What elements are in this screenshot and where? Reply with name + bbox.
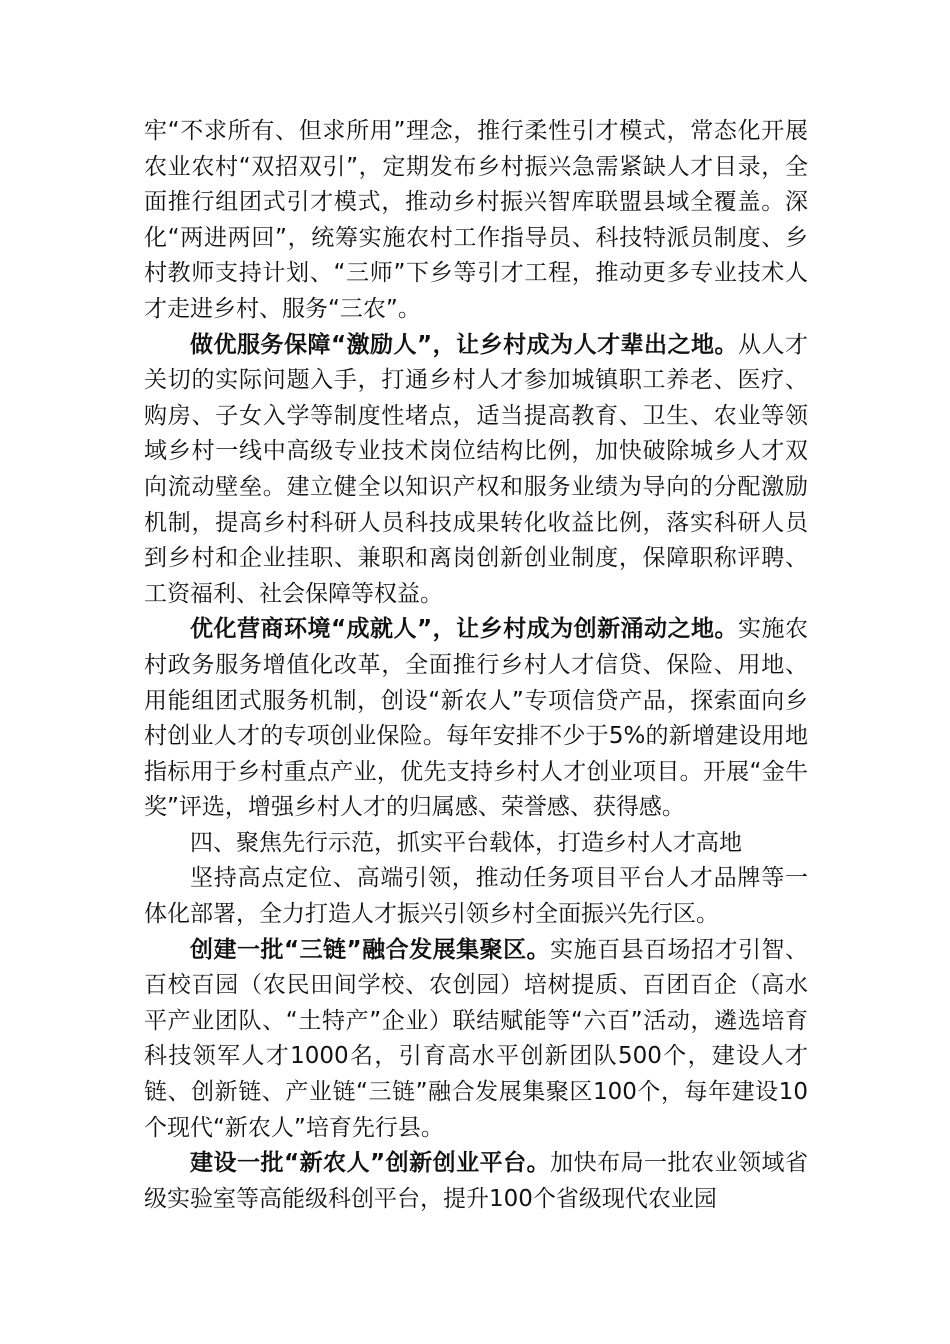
paragraph-lead: 创建一批“三链”融合发展集聚区。 [190, 936, 551, 963]
paragraph-lead: 优化营商环境“成就人”，让乡村成为创新涌动之地。 [190, 616, 739, 643]
paragraph-section-intro [144, 861, 808, 932]
section-heading [144, 826, 808, 862]
section-heading-text: 四、聚焦先行示范，抓实平台载体，打造乡村人才高地 [190, 829, 742, 856]
paragraph-body: 从人才关切的实际问题入手，打通乡村人才参加城镇职工养老、医疗、购房、子女入学等制度性堵点，适当提高教育、卫生、农业等领域乡村一线中高级专业技术岗位结构比例，加快破除城乡人才双向流动壁垒。建立健全以知识产权和服务业绩为导向的分配激励机制，提高乡村科研人员科技成果转化收益比例，落实科研人员到乡村和企业挂职、兼职和离岗创新创业制度，保障职称评聘、工资福利、社会保障等权益。 [144, 331, 809, 607]
paragraph-body: 坚持高点定位、高端引领，推动任务项目平台人才品牌等一体化部署，全力打造人才振兴引领乡村全面振兴先行区。 [144, 865, 808, 928]
paragraph-business-environment [144, 612, 808, 826]
paragraph-body: 实施百县百场招才引智、百校百园（农民田间学校、农创园）培树提质、百团百企（高水平产业团队、“土特产”企业）联结赋能等“六百”活动，遴选培育科技领军人才1000名，引育高水平创新团队500个，建设人才链、创新链、产业链“三链”融合发展集聚区100个，每年建设10个现代“新农人”培育先行县。 [144, 936, 809, 1141]
paragraph-continuation [144, 114, 808, 328]
paragraph-body: 实施农村政务服务增值化改革，全面推行乡村人才信贷、保险、用地、用能组团式服务机制，创设“新农人”专项信贷产品，探索面向乡村创业人才的专项创业保险。每年安排不少于5%的新增建设用地指标用于乡村重点产业，优先支持乡村人才创业项目。开展“金牛奖”评选，增强乡村人才的归属感、荣誉感、获得感。 [144, 616, 809, 821]
paragraph-lead: 做优服务保障“激励人”，让乡村成为人才辈出之地。 [190, 331, 739, 358]
paragraph-body: 牢“不求所有、但求所用”理念，推行柔性引才模式，常态化开展农业农村“双招双引”，定期发布乡村振兴急需紧缺人才目录，全面推行组团式引才模式，推动乡村振兴智库联盟县域全覆盖。深化“两进两回”，统筹实施农村工作指导员、科技特派员制度、乡村教师支持计划、“三师”下乡等引才工程，推动更多专业技术人才走进乡村、服务“三农”。 [144, 118, 808, 322]
document-body [144, 114, 808, 1217]
paragraph-lead: 建设一批“新农人”创新创业平台。 [190, 1150, 551, 1177]
paragraph-incentive [144, 328, 808, 613]
paragraph-cluster-zones [144, 933, 808, 1147]
paragraph-body: 加快布局一批农业领域省级实验室等高能级科创平台，提升100个省级现代农业园 [144, 1150, 809, 1212]
paragraph-platforms [144, 1146, 808, 1217]
